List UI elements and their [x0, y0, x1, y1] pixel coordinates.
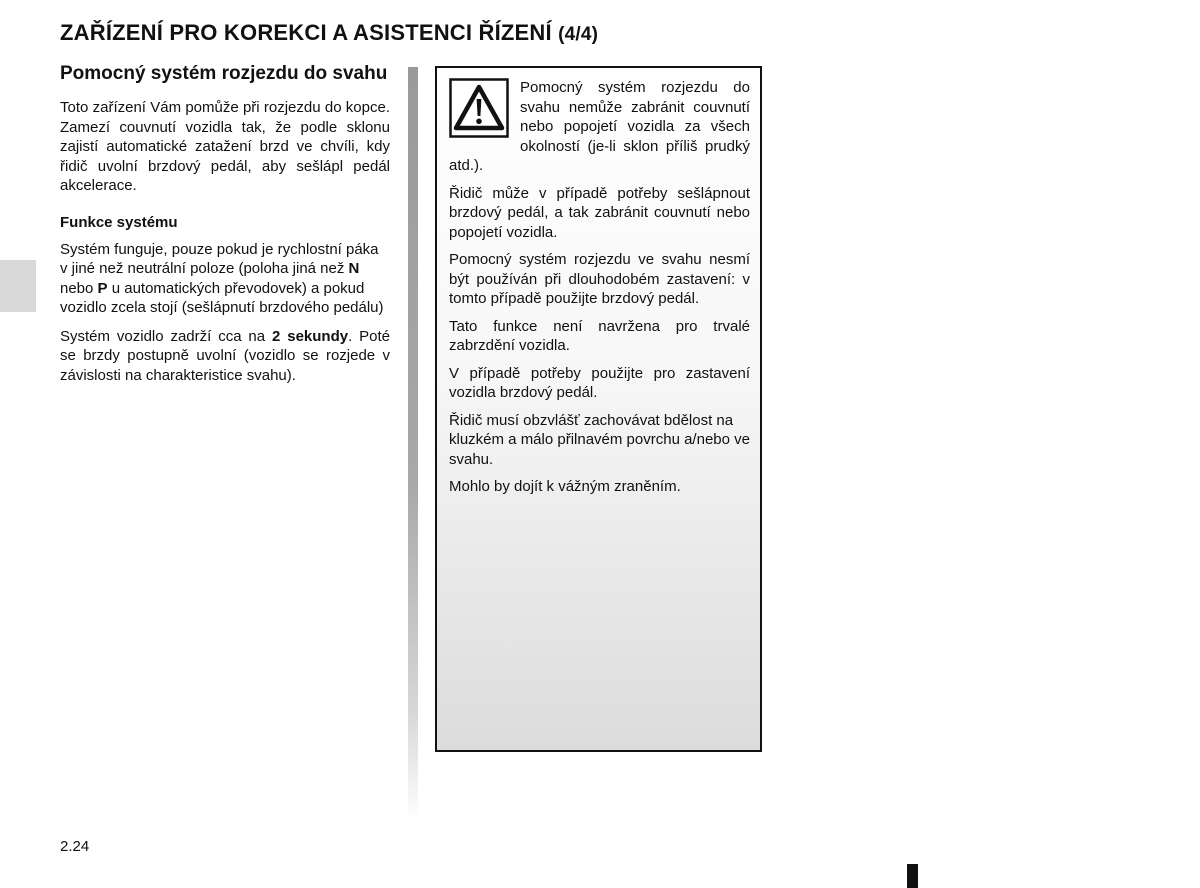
page-title-text: ZAŘÍZENÍ PRO KOREKCI A ASISTENCI ŘÍZENÍ	[60, 20, 552, 45]
column-divider	[408, 67, 418, 822]
gear-n-label: N	[348, 260, 360, 277]
hold-text-1: Systém vozidlo zadrží cca na	[60, 327, 272, 345]
warning-paragraph: Řidič může v případě potřeby sešlápnout brzdový pedál, a tak zabránit couvnutí nebo popojetí vozidla.	[449, 184, 750, 241]
hold-paragraph	[60, 327, 390, 386]
warning-paragraph: Tato funkce není navržena pro trvalé zabrzdění vozidla.	[449, 317, 750, 354]
chapter-tab-marker	[0, 260, 36, 312]
section-heading: Pomocný systém rozjezdu do svahu	[60, 63, 388, 84]
main-column	[60, 62, 390, 394]
warning-content	[449, 78, 750, 505]
page-title	[60, 20, 598, 46]
warning-paragraph: Pomocný systém rozjezdu do svahu nemůže zabránit couvnutí nebo popojetí vozidla za všech okolností (je-li sklon příliš prudký atd.).	[449, 79, 750, 174]
warning-box	[435, 66, 762, 752]
hold-duration: 2 sekundy	[272, 327, 349, 345]
gear-p-label: P	[97, 279, 108, 297]
function-paragraph	[60, 240, 390, 318]
hold-text-2: . Poté se brzdy postupně uvolní (vozidlo se rozjede v závislosti na charakteristice svahu).	[60, 327, 390, 384]
function-text-1: Systém funguje, pouze pokud je rychlostní páka v jiné než neutrální poloze (poloha jiná než	[60, 240, 379, 277]
page-number: 2.24	[60, 838, 90, 855]
function-text-2: nebo	[60, 279, 98, 297]
warning-paragraph: V případě potřeby použijte pro zastavení vozidla brzdový pedál.	[449, 364, 750, 401]
function-text-3: u automatických převodovek) a pokud vozidlo zcela stojí (sešlápnutí brzdového pedálu)	[60, 279, 384, 316]
warning-paragraph: Řidič musí obzvlášť zachovávat bdělost na kluzkém a málo přilnavém povrchu a/nebo ve svahu.	[449, 411, 750, 468]
warning-paragraph: Mohlo by dojít k vážným zraněním.	[449, 478, 681, 495]
warning-paragraph: Pomocný systém rozjezdu ve svahu nesmí být používán při dlouhodobém zastavení: v tomto případě použijte brzdový pedál.	[449, 251, 750, 307]
corner-edge-mark	[907, 864, 918, 888]
intro-paragraph: Toto zařízení Vám pomůže při rozjezdu do kopce. Zamezí couvnutí vozidla tak, že podle sklonu zajistí automatické zatažení brzd ve chvíli, kdy řidič uvolní brzdový pedál, aby sešlápl pedál akcelerace.	[60, 99, 390, 194]
function-subheading: Funkce systému	[60, 213, 178, 231]
page-title-part: (4/4)	[558, 24, 599, 45]
warning-triangle-icon	[449, 78, 509, 138]
